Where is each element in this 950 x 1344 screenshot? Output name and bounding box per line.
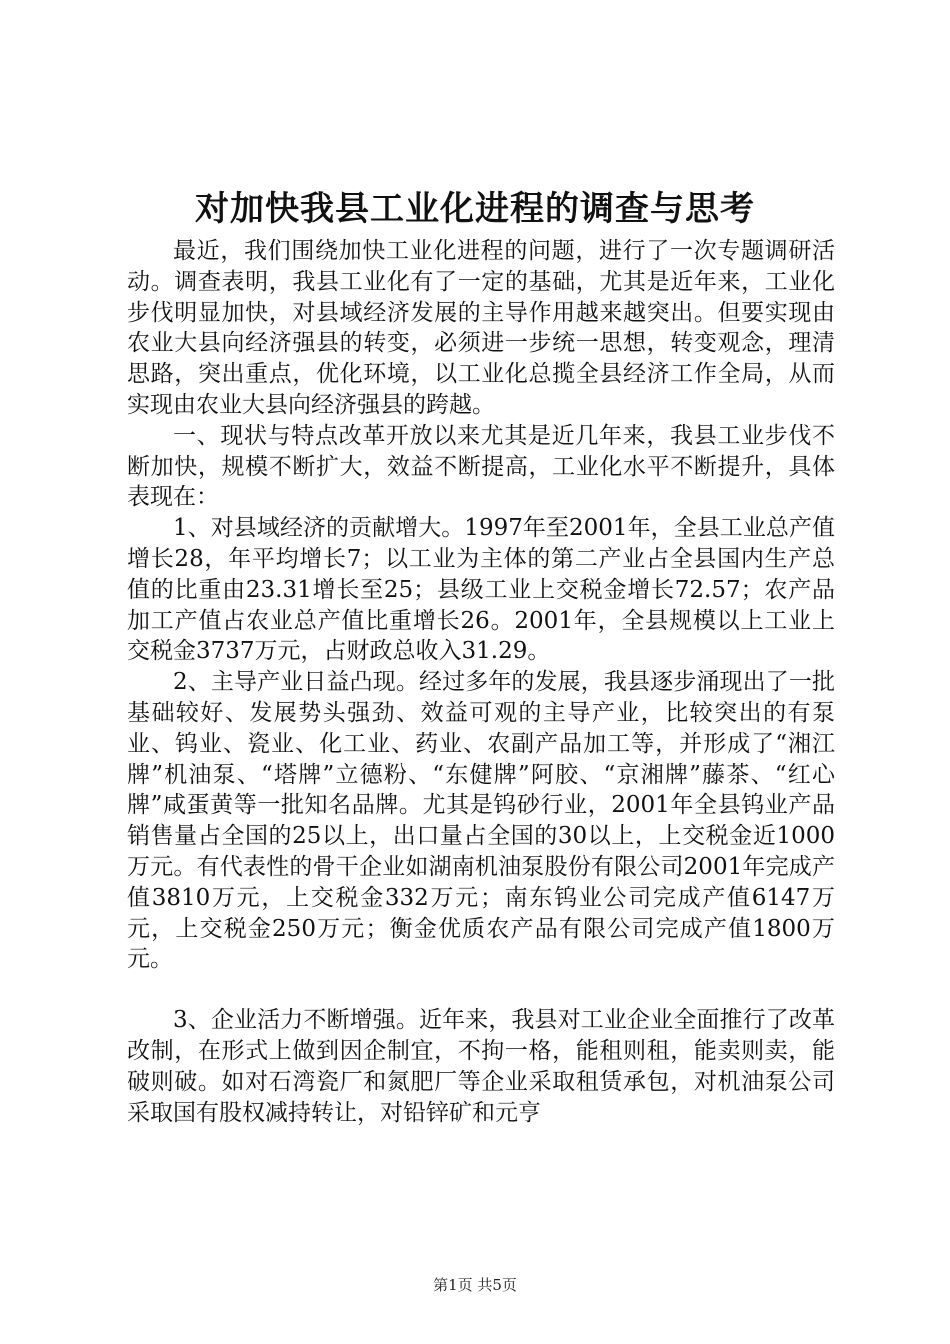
paragraph-item-2: 2、主导产业日益凸现。经过多年的发展，我县逐步涌现出了一批基础较好、发展势头强劲、效益可观的主导产业，比较突出的有泵业、钨业、瓷业、化工业、药业、农副产品加工等，并形成了“湘江牌”机油泵、“塔牌”立德粉、“东健牌”阿胶、“京湘牌”藤茶、“红心牌”咸蛋黄等一批知名品牌。尤其是钨砂行业，2001年全县钨业产品销售量占全国的25以上，出口量占全国的30以上，上交税金近1000万元。有代表性的骨干企业如湖南机油泵股份有限公司2001年完成产值3810万元，上交税金332万元；南东钨业公司完成产值6147万元，上交税金250万元；衡金优质农产品有限公司完成产值1800万元。 (127, 669, 835, 973)
page-number-footer: 第1页 共5页 (433, 1276, 517, 1294)
paragraph-intro: 最近，我们围绕加快工业化进程的问题，进行了一次专题调研活动。调查表明，我县工业化有了一定的基础，尤其是近年来，工业化步伐明显加快，对县域经济发展的主导作用越来越突出。但要实现由农业大县向经济强县的转变，必须进一步统一思想，转变观念，理清思路，突出重点，优化环境，以工业化总揽全县经济工作全局，从而实现由农业大县向经济强县的跨越。 (127, 238, 835, 418)
paragraph-item-3: 3、企业活力不断增强。近年来，我县对工业企业全面推行了改革改制，在形式上做到因企制宜，不拘一格，能租则租，能卖则卖，能破则破。如对石湾瓷厂和氮肥厂等企业采取租赁承包，对机油泵公司采取国有股权减持转让，对铅锌矿和元亨 (127, 1007, 835, 1126)
document-body (127, 236, 835, 1128)
document-title: 对加快我县工业化进程的调查与思考 (195, 189, 755, 229)
paragraph-section-1: 一、现状与特点改革开放以来尤其是近几年来，我县工业步伐不断加快，规模不断扩大，效益不断提高，工业化水平不断提升，具体表现在： (127, 422, 835, 511)
paragraph-item-1: 1、对县域经济的贡献增大。1997年至2001年，全县工业总产值增长28，年平均增长7；以工业为主体的第二产业占全县国内生产总值的比重由23.31增长至25；县级工业上交税金增长72.57；农产品加工产值占农业总产值比重增长26。2001年，全县规模以上工业上交税金3737万元，占财政总收入31.29。 (127, 515, 835, 665)
